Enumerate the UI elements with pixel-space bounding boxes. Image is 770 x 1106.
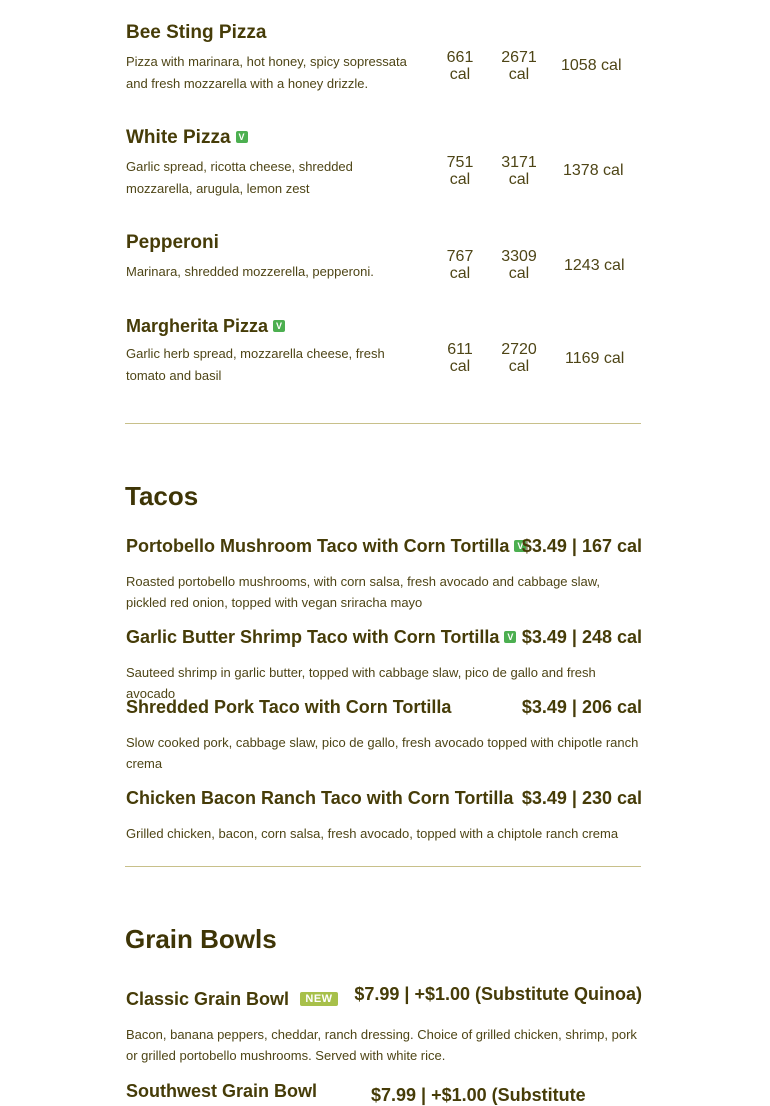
calories-slice: 661 cal [446, 49, 474, 83]
taco-description: Roasted portobello mushrooms, with corn salsa, fresh avocado and cabbage slaw, pickled red onion, topped with vegan sriracha mayo [126, 574, 601, 610]
calories-slice: 767 cal [446, 248, 474, 282]
calories-other: 1243 cal [564, 257, 625, 274]
calories-other: 1378 cal [563, 162, 624, 179]
taco-price: $3.49 | 206 cal [521, 697, 642, 717]
vegetarian-badge-icon: V [504, 631, 516, 643]
taco-price: $3.49 | 167 cal [521, 536, 642, 556]
calories-pie: 3171 cal [501, 154, 537, 188]
calories-slice: 751 cal [446, 154, 474, 188]
section-title-tacos: Tacos [125, 481, 199, 511]
menu-item-description: Garlic spread, ricotta cheese, shredded mozzarella, arugula, lemon zest [126, 159, 353, 196]
grain-bowl-price: $7.99 | +$1.00 (Substitute Quinoa) [354, 984, 642, 1004]
taco-name: Shredded Pork Taco with Corn Tortilla [126, 697, 452, 717]
taco-name: Garlic Butter Shrimp Taco with Corn Tortilla V [126, 627, 516, 648]
menu-item-name: Pepperoni [126, 232, 219, 253]
menu-item-description: Marinara, shredded mozzerella, pepperoni. [126, 264, 374, 279]
calories-slice: 611 cal [447, 341, 473, 375]
menu-item-name: Bee Sting Pizza [126, 22, 267, 43]
new-badge: NEW [300, 992, 338, 1006]
menu-item-description: Pizza with marinara, hot honey, spicy sopressata and fresh mozzarella with a honey drizzle. [126, 54, 407, 91]
calories-other: 1169 cal [565, 350, 625, 367]
taco-description: Slow cooked pork, cabbage slaw, pico de gallo, fresh avocado topped with chipotle ranch crema [126, 735, 639, 771]
section-divider [125, 866, 641, 867]
grain-bowl-description: Bacon, banana peppers, cheddar, ranch dressing. Choice of grilled chicken, shrimp, pork or grilled portobello mushrooms. Served with white rice. [126, 1027, 637, 1063]
taco-price: $3.49 | 248 cal [521, 627, 642, 647]
menu-item-description: Garlic herb spread, mozzarella cheese, fresh tomato and basil [126, 346, 385, 383]
calories-pie: 2720 cal [501, 341, 537, 375]
grain-bowl-price: $7.99 | +$1.00 (Substitute [371, 1085, 586, 1105]
taco-name: Portobello Mushroom Taco with Corn Tortilla V [126, 536, 526, 557]
calories-pie: 2671 cal [501, 49, 537, 83]
taco-description: Grilled chicken, bacon, corn salsa, fresh avocado, topped with a chiptole ranch crema [126, 826, 619, 841]
menu-item-name: Margherita Pizza V [126, 316, 285, 337]
grain-bowl-name: Southwest Grain Bowl [126, 1081, 318, 1101]
section-title-grain-bowls: Grain Bowls [125, 924, 277, 954]
taco-description: Sauteed shrimp in garlic butter, topped with cabbage slaw, pico de gallo and fresh avocado [126, 665, 596, 701]
taco-price: $3.49 | 230 cal [521, 788, 642, 808]
grain-bowl-name: Classic Grain Bowl [126, 989, 290, 1009]
section-divider [125, 423, 641, 424]
menu-item-name: White Pizza V [126, 127, 248, 149]
vegetarian-badge-icon: V [236, 131, 248, 143]
vegetarian-badge-icon: V [514, 540, 526, 552]
calories-other: 1058 cal [561, 57, 622, 74]
taco-name: Chicken Bacon Ranch Taco with Corn Tortilla [126, 788, 514, 808]
calories-pie: 3309 cal [501, 248, 537, 282]
vegetarian-badge-icon: V [273, 320, 285, 332]
